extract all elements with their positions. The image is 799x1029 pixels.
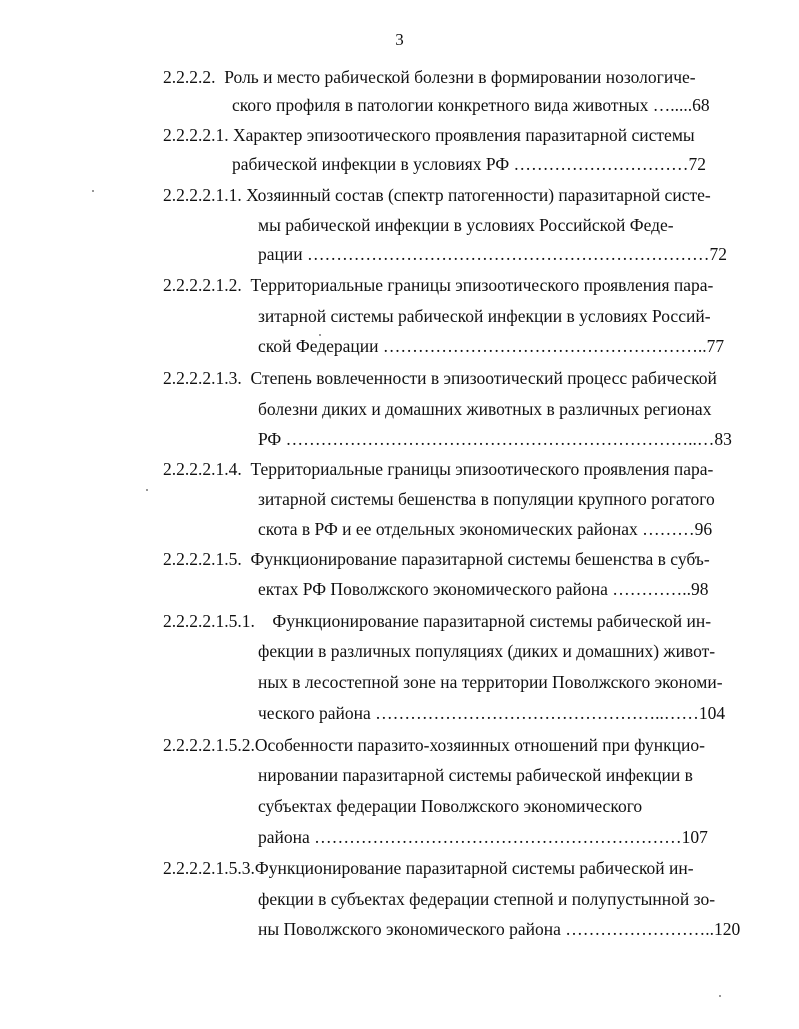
scan-speck xyxy=(719,995,721,997)
toc-entry-heading: 2.2.2.2.1.5.2.Особенности паразито-хозяинных отношений при функцио- xyxy=(163,735,705,755)
toc-entry-continuation: зитарной системы рабической инфекции в условиях Россий- xyxy=(258,306,711,326)
toc-entry-continuation: ской Федерации ………………………………………………..77 xyxy=(258,336,725,356)
scan-speck xyxy=(92,190,94,192)
toc-entry-continuation: ектах РФ Поволжского экономического района …………..98 xyxy=(258,579,709,599)
toc-entry-heading: 2.2.2.2.1.2. Территориальные границы эпизоотического проявления пара- xyxy=(163,275,714,295)
toc-entry-continuation: болезни диких и домашних животных в различных регионах xyxy=(258,399,712,419)
toc-entry-heading: 2.2.2.2.1.4. Территориальные границы эпизоотического проявления пара- xyxy=(163,459,714,479)
toc-entry-heading: 2.2.2.2.1.5.1. Функционирование паразитарной системы рабической ин- xyxy=(163,611,712,631)
toc-entry-continuation: района ………………………………………………………107 xyxy=(258,827,708,847)
toc-entry-continuation: ского профиля в патологии конкретного вида животных ….....68 xyxy=(232,95,710,115)
toc-entry-continuation: скота в РФ и ее отдельных экономических районах ………96 xyxy=(258,519,713,539)
toc-entry-heading: 2.2.2.2.1.1. Хозяинный состав (спектр патогенности) паразитарной систе- xyxy=(163,185,711,205)
toc-entry-continuation: рации ……………………………………………………………72 xyxy=(258,244,727,264)
toc-entry-heading: 2.2.2.2.1.5.3.Функционирование паразитарной системы рабической ин- xyxy=(163,858,694,878)
scan-speck xyxy=(319,334,321,336)
toc-entry-heading: 2.2.2.2.1.5. Функционирование паразитарной системы бешенства в субъ- xyxy=(163,549,710,569)
toc-entry-continuation: фекции в различных популяциях (диких и домашних) живот- xyxy=(258,641,716,661)
toc-entry-continuation: фекции в субъектах федерации степной и полупустынной зо- xyxy=(258,889,716,909)
toc-entry-continuation: мы рабической инфекции в условиях Российской Феде- xyxy=(258,215,674,235)
toc-entry-continuation: ческого района …………………………………………..……104 xyxy=(258,703,726,723)
toc-entry-continuation: РФ ……………………………………………………………..…83 xyxy=(258,429,732,449)
toc-entry-continuation: ны Поволжского экономического района ……………………..120 xyxy=(258,919,741,939)
toc-entry-continuation: рабической инфекции в условиях РФ …………………………72 xyxy=(232,154,707,174)
toc-entry-continuation: субъектах федерации Поволжского экономического xyxy=(258,796,643,816)
toc-entry-continuation: зитарной системы бешенства в популяции крупного рогатого xyxy=(258,489,715,509)
page-number: 3 xyxy=(395,30,404,49)
toc-entry-continuation: ных в лесостепной зоне на территории Поволжского экономи- xyxy=(258,672,723,692)
toc-entry-heading: 2.2.2.2. Роль и место рабической болезни в формировании нозологиче- xyxy=(163,67,696,87)
toc-entry-continuation: нировании паразитарной системы рабической инфекции в xyxy=(258,765,693,785)
toc-entry-heading: 2.2.2.2.1. Характер эпизоотического проявления паразитарной системы xyxy=(163,125,695,145)
toc-entry-heading: 2.2.2.2.1.3. Степень вовлеченности в эпизоотический процесс рабической xyxy=(163,368,717,388)
scan-speck xyxy=(146,489,148,491)
